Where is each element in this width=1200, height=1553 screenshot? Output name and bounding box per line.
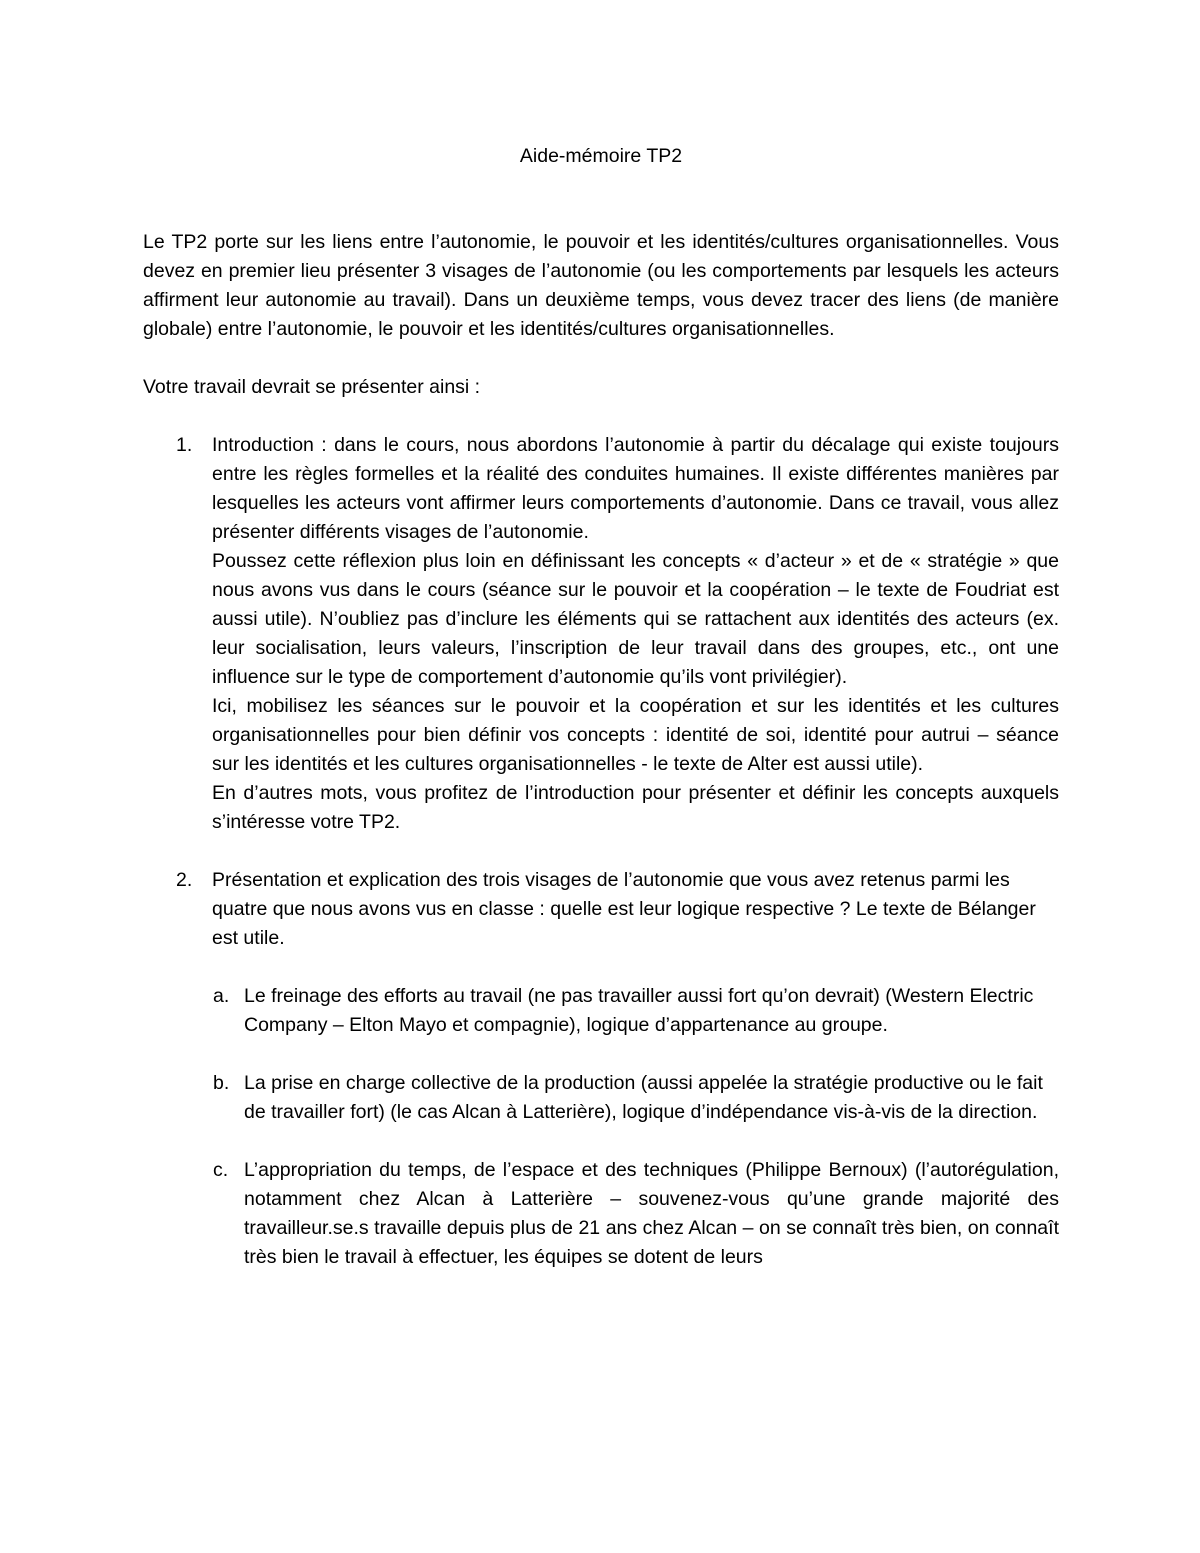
document-body [143, 142, 1059, 1301]
sub-item-c-text: L’appropriation du temps, de l’espace et des techniques (Philippe Bernoux) (l’autorégulation, notamment chez Alcan à Latterière – souvenez-vous qu’une grande majorité des travailleur.se.s travaille depuis plus de 21 ans chez Alcan – on se connaît très bien, on connaît très bien le travail à effectuer, les équipes se dotent de leurs [244, 1159, 1059, 1268]
item-1-identities: Ici, mobilisez les séances sur le pouvoir et la coopération et sur les identités et les cultures organisationnelles pour bien définir vos concepts : identité de soi, identité pour autrui – séance sur les identités et les cultures organisationnelles - le texte de Alter est aussi utile). [212, 695, 1059, 775]
sub-item-a [143, 982, 1059, 1040]
intro-paragraph: Le TP2 porte sur les liens entre l’autonomie, le pouvoir et les identités/cultures organisationnelles. Vous devez en premier lieu présenter 3 visages de l’autonomie (ou les comportements par lesquels les acteurs affirment leur autonomie au travail). Dans un deuxième temps, vous devez tracer des liens (de manière globale) entre l’autonomie, le pouvoir et les identités/cultures organisationnelles. [143, 231, 1059, 340]
item-1-summary: En d’autres mots, vous profitez de l’introduction pour présenter et définir les concepts auxquels s’intéresse votre TP2. [212, 782, 1059, 833]
numbered-item-1 [143, 431, 1059, 837]
item-2-presentation: Présentation et explication des trois visages de l’autonomie que vous avez retenus parmi les quatre que nous avons vus en classe : quelle est leur logique respective ? Le texte de Bélanger est utile. [212, 869, 1036, 949]
item-1-introduction: Introduction : dans le cours, nous abordons l’autonomie à partir du décalage qui existe toujours entre les règles formelles et la réalité des conduites humaines. Il existe différentes manières par lesquelles les acteurs vont affirmer leurs comportements d’autonomie. Dans ce travail, vous allez présenter différents visages de l’autonomie. [212, 434, 1059, 543]
sub-list-marker: c. [213, 1159, 229, 1181]
sub-item-b [143, 1069, 1059, 1127]
numbered-item-2 [143, 866, 1059, 953]
sub-item-b-text: La prise en charge collective de la production (aussi appelée la stratégie productive ou le fait de travailler fort) (le cas Alcan à Latterière), logique d’indépendance vis-à-vis de la direction. [244, 1072, 1043, 1123]
sub-list-marker: b. [213, 1072, 230, 1094]
sub-item-c [143, 1156, 1059, 1272]
list-marker: 1. [176, 434, 193, 456]
item-1-concepts: Poussez cette réflexion plus loin en définissant les concepts « d’acteur » et de « stratégie » que nous avons vus dans le cours (séance sur le pouvoir et la coopération – le texte de Foudriat est aussi utile). N’oubliez pas d’inclure les éléments qui se rattachent aux identités des acteurs (ex. leur socialisation, leurs valeurs, l’inscription de leur travail dans des groupes, etc., ont une influence sur le type de comportement d’autonomie qu’ils vont privilégier). [212, 550, 1059, 688]
document-title: Aide-mémoire TP2 [519, 145, 683, 167]
lead-sentence: Votre travail devrait se présenter ainsi : [143, 376, 481, 398]
sub-list-marker: a. [213, 985, 230, 1007]
sub-item-a-text: Le freinage des efforts au travail (ne pas travailler aussi fort qu’on devrait) (Western Electric Company – Elton Mayo et compagnie), logique d’appartenance au groupe. [244, 985, 1034, 1036]
list-marker: 2. [176, 869, 193, 891]
